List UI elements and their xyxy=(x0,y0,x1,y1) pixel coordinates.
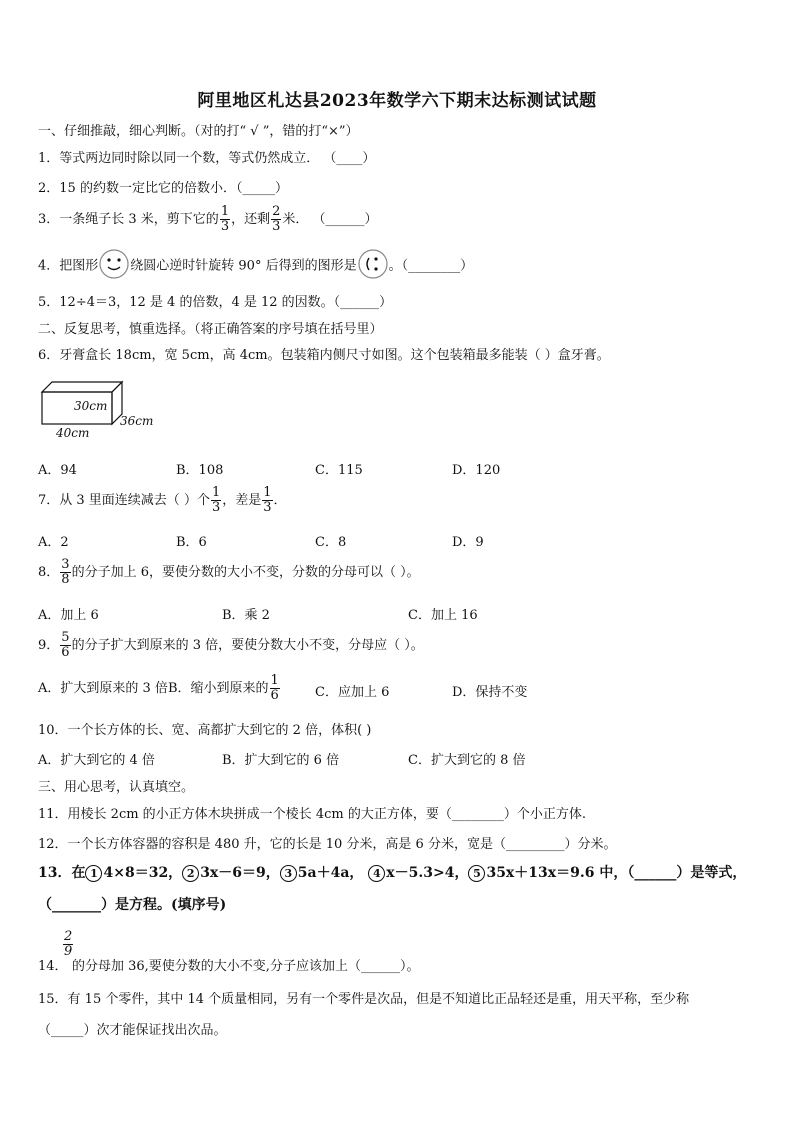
q6-option-c: C．115 xyxy=(315,463,363,478)
question-6: 6．牙膏盒长 18cm，宽 5cm，高 4cm。包装箱内侧尺寸如图。这个包装箱最多能装（ ）盒牙膏。 xyxy=(38,348,610,363)
question-9 xyxy=(38,631,424,660)
circled-number-2: 2 xyxy=(182,865,199,882)
q7-option-b: B．6 xyxy=(176,535,207,550)
q9-fraction: $\frac{5}{6}$ xyxy=(61,630,70,660)
q8-fraction: $\frac{3}{8}$ xyxy=(61,557,70,587)
circled-number-1: 1 xyxy=(85,865,102,882)
q7-text-b: ，差是 xyxy=(222,493,262,508)
q8-option-b: B．乘 2 xyxy=(222,608,270,623)
question-10: 10．一个长方体的长、宽、高都扩大到它的 2 倍，体积( ) xyxy=(38,723,372,738)
q7-text-c: ． xyxy=(273,493,287,508)
q9-option-c: C．应加上 6 xyxy=(315,685,390,700)
q4-text-b: 绕圆心逆时针旋转 90° 后得到的图形是 xyxy=(130,258,357,274)
section-1-heading: 一、仔细推敲，细心判断。（对的打“ √ ”，错的打“×”） xyxy=(38,124,359,139)
question-8 xyxy=(38,558,420,587)
question-7 xyxy=(38,486,287,515)
exam-page: 阿里地区札达县2023年数学六下期末达标测试试题 一、仔细推敲，细心判断。（对的打“ √ ”，错的打“×”） 1．等式两边同时除以同一个数，等式仍然成立． （____） 2．15 的约数一定比它的倍数小．（_____） 3．一条绳子长 3 米，剪下它的 $\frac{1}{3}$ ，还剩 $\frac{2}{3}$ 米． （______） 4．把图形 绕圆心逆时针旋转 90° 后得到的图形是 。（________） 5．12÷4＝3，12 是 4 的倍数，4 是 12 的因数。（______） 二、反复思考，慎重选择。（将正确答案的序号填在括号里） 6．牙膏盒长 18cm，宽 5cm，高 4cm。包装箱内侧尺寸如图。这个包装箱最多能装（ ）盒牙膏。 30cm 36cm 40cm A．94 B．108 C．115 D．120 7．从 3 里面连续减去（ ）个 $\frac{1}{3}$ ，差是 $\frac{1}{3}$ ． A．2 B．6 C．8 D．9 8． $\frac{3}{8}$ 的分子加上 6，要使分数的大小不变，分数的分母可以（ ）。 A．加上 6 B．乘 2 C．加上 16 9． $\frac{5}{6}$ 的分子扩大到原来的 3 倍，要使分数大小不变，分母应（ ）。 A．扩大到原来的 3 倍B．缩小到原来的 $\frac{1}{6}$ C．应加上 6 D．保持不变 10．一个长方体的长、宽、高都扩大到它的 2 倍，体积( ) A．扩大到它的 4 倍 B．扩大到它的 6 倍 C．扩大到它的 8 倍 三、用心思考，认真填空。 11．用棱长 2cm 的小正方体木块拼成一个棱长 4cm 的大正方体，要（________）个小正方体. 12．一个长方体容器的容积是 480 升，它的长是 10 分米，高是 6 分米，宽是（_________）分米。 13．在 1 4×8＝32， 2 3x－6＝9， 3 5a＋4a， 4 x－5.3>4， 5 35x＋13x＝9.6 中，（______）是等式， （_______）是方程。(填序号) 14． $\frac{2}{9}$ 的分母加 36,要使分数的大小不变,分子应该加上（______）。 15．有 15 个零件，其中 14 个质量相同，另有一个零件是次品，但是不知道比正品轻还是重，用天平称，至少称 （_____）次才能保证找出次品。 xyxy=(0,0,794,1123)
question-13-line-2: （_______）是方程。(填序号) xyxy=(38,897,227,913)
question-13-line-1: 13．在 1 4×8＝32， 2 3x－6＝9， 3 5a＋4a， 4 x－5.3>4， 5 35x＋13x＝9.6 中，（______）是等式， xyxy=(38,865,747,881)
question-3 xyxy=(38,205,378,234)
q6-option-b: B．108 xyxy=(176,463,224,478)
box-bottom-label: 40cm xyxy=(56,426,90,440)
circled-number-5: 5 xyxy=(468,865,485,882)
box-side-label: 36cm xyxy=(120,414,154,428)
q8-number: 8． xyxy=(38,565,60,580)
q7-fraction-2: $\frac{1}{3}$ xyxy=(263,485,272,515)
q8-text: 的分子加上 6，要使分数的大小不变，分数的分母可以（ ）。 xyxy=(71,565,420,580)
question-4 xyxy=(38,248,473,280)
q4-text-c: 。（________） xyxy=(388,258,474,274)
q4-text-a: 4．把图形 xyxy=(38,258,99,274)
packing-box-figure xyxy=(38,378,168,448)
q7-option-a: A．2 xyxy=(38,535,69,550)
q6-option-a: A．94 xyxy=(38,463,77,478)
q7-fraction-1: $\frac{1}{3}$ xyxy=(211,485,221,515)
q3-fraction-2: $\frac{2}{3}$ xyxy=(272,204,281,234)
q7-text-a: 7．从 3 里面连续减去（ ）个 xyxy=(38,493,210,508)
question-12: 12．一个长方体容器的容积是 480 升，它的长是 10 分米，高是 6 分米，宽是（_________）分米。 xyxy=(38,837,617,852)
q9-option-b: B．缩小到原来的 xyxy=(167,681,269,696)
q9-text: 的分子扩大到原来的 3 倍，要使分数大小不变，分母应（ ）。 xyxy=(71,638,424,653)
q14-text: 的分母加 36,要使分数的大小不变,分子应该加上（______）。 xyxy=(72,959,420,974)
q10-option-b: B．扩大到它的 6 倍 xyxy=(222,753,340,768)
q9-option-a-b xyxy=(38,674,281,703)
q9-option-a: A．扩大到原来的 3 倍 xyxy=(38,681,168,696)
box-front-label: 30cm xyxy=(74,399,108,413)
q3-text-c: 米． （______） xyxy=(282,212,378,227)
rotated-smiley-face-icon xyxy=(357,248,389,280)
q8-option-c: C．加上 16 xyxy=(408,608,478,623)
question-1: 1．等式两边同时除以同一个数，等式仍然成立． （____） xyxy=(38,151,376,166)
q8-option-a: A．加上 6 xyxy=(38,608,99,623)
circled-number-3: 3 xyxy=(280,865,297,882)
q14-fraction: $\frac{2}{9}$ xyxy=(64,929,73,959)
question-15-line-2: （_____）次才能保证找出次品。 xyxy=(38,1023,227,1038)
q9-number: 9． xyxy=(38,638,60,653)
q3-fraction-1: $\frac{1}{3}$ xyxy=(220,204,230,234)
section-3-heading: 三、用心思考，认真填空。 xyxy=(38,780,195,795)
section-2-heading: 二、反复思考，慎重选择。（将正确答案的序号填在括号里） xyxy=(38,322,383,337)
q3-text-a: 3．一条绳子长 3 米，剪下它的 xyxy=(38,212,219,227)
question-11: 11．用棱长 2cm 的小正方体木块拼成一个棱长 4cm 的大正方体，要（________）个小正方体. xyxy=(38,807,586,822)
q7-option-c: C．8 xyxy=(315,535,347,550)
q9-option-d: D．保持不变 xyxy=(452,685,528,700)
smiley-face-icon xyxy=(98,248,130,280)
circled-number-4: 4 xyxy=(368,865,385,882)
question-5: 5．12÷4＝3，12 是 4 的倍数，4 是 12 的因数。（______） xyxy=(38,295,393,310)
q9-option-b-fraction: $\frac{1}{6}$ xyxy=(270,673,279,703)
q3-text-b: ，还剩 xyxy=(231,212,271,227)
q6-option-d: D．120 xyxy=(452,463,501,478)
page-title: 阿里地区札达县2023年数学六下期末达标测试试题 xyxy=(197,91,597,111)
question-2: 2．15 的约数一定比它的倍数小．（_____） xyxy=(38,181,288,196)
question-15-line-1: 15．有 15 个零件，其中 14 个质量相同，另有一个零件是次品，但是不知道比正品轻还是重，用天平称，至少称 xyxy=(38,992,690,1007)
q10-option-c: C．扩大到它的 8 倍 xyxy=(408,753,526,768)
q10-option-a: A．扩大到它的 4 倍 xyxy=(38,753,155,768)
q7-option-d: D．9 xyxy=(452,535,484,550)
